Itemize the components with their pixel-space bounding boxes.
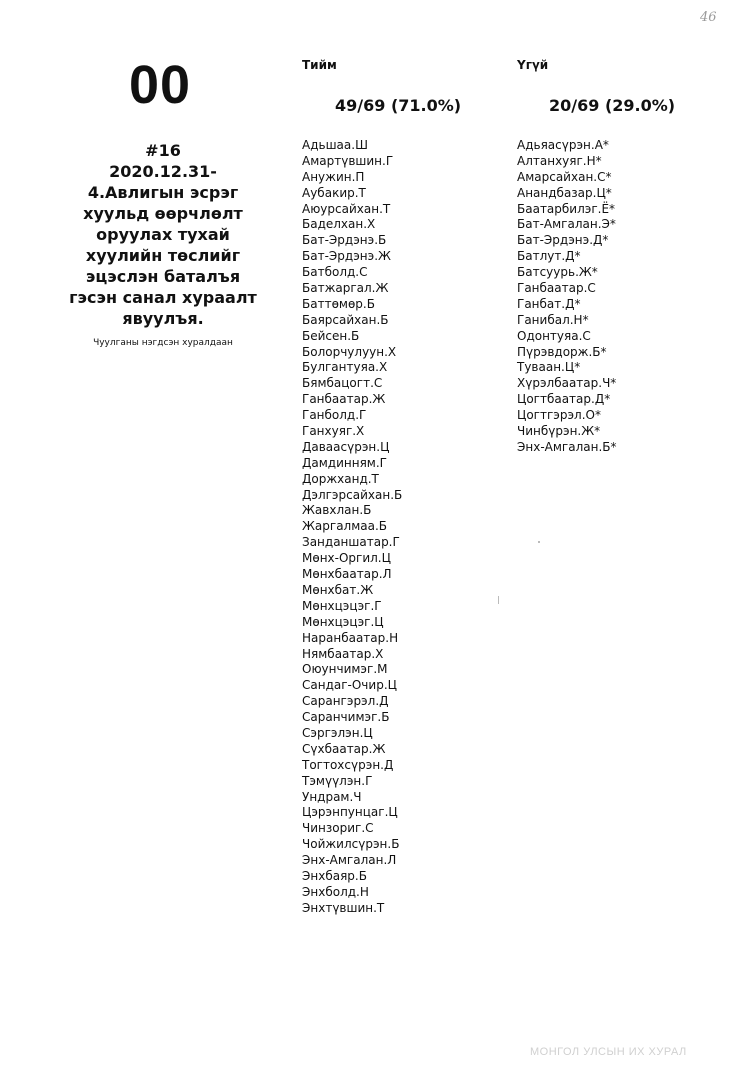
no-voter-name: Бат-Амгалан.Э* — [517, 217, 616, 232]
no-voter-list — [517, 138, 717, 456]
yes-voter-name: Бямбацогт.С — [302, 376, 383, 391]
no-voter-name: Батлут.Д* — [517, 249, 581, 264]
yes-voter-name: Мөнхбаатар.Л — [302, 567, 392, 582]
no-voter-name: Амарсайхан.С* — [517, 169, 612, 184]
yes-voter-name: Занданшатар.Г — [302, 535, 400, 550]
yes-voter-name: Цэрэнпунцаг.Ц — [302, 805, 398, 820]
no-voter-name: Цогтгэрэл.О* — [517, 408, 601, 423]
no-voter-name: Одонтуяа.С — [517, 328, 591, 343]
vote-code: 00 — [128, 55, 192, 115]
yes-label: Тийм — [302, 58, 337, 72]
watermark: МОНГОЛ УЛСЫН ИХ ХУРАЛ — [530, 1046, 687, 1058]
yes-voter-name: Бат-Эрдэнэ.Б — [302, 233, 387, 248]
yes-voter-name: Амартүвшин.Г — [302, 153, 394, 168]
no-voter-name: Ганбаатар.С — [517, 281, 596, 296]
yes-voter-name: Мөнхцэцэг.Г — [302, 598, 382, 613]
yes-voter-name: Баделхан.Х — [302, 217, 376, 232]
yes-voter-name: Энхтүвшин.Т — [302, 900, 385, 915]
meeting-number: #16 — [145, 141, 181, 160]
yes-voter-name: Сарангэрэл.Д — [302, 694, 389, 709]
yes-voter-name: Тэмүүлэн.Г — [302, 773, 373, 788]
yes-column — [302, 58, 492, 917]
yes-voter-name: Мөнхцэцэг.Ц — [302, 614, 384, 629]
yes-voter-name: Баттөмөр.Б — [302, 296, 375, 311]
yes-voter-name: Даваасүрэн.Ц — [302, 439, 390, 454]
no-voter-name: Пүрэвдорж.Б* — [517, 344, 607, 359]
meeting-title: 2020.12.31-4.Авлигын эсрэг хуульд өөрчлөлт оруулах тухай хуулийн төслийг эцэслэн баталъя гэсэн санал хураалт явуулъя. — [69, 162, 257, 328]
no-column — [517, 58, 717, 456]
yes-tally: 49/69 (71.0%) — [335, 96, 462, 115]
no-voter-name: Ганибал.Н* — [517, 312, 589, 327]
yes-voter-name: Батжаргал.Ж — [302, 281, 389, 296]
yes-voter-name: Батболд.С — [302, 265, 368, 280]
no-voter-name: Алтанхуяг.Н* — [517, 153, 602, 168]
no-voter-name: Туваан.Ц* — [517, 360, 581, 375]
yes-voter-name: Мөнхбат.Ж — [302, 582, 374, 597]
no-label: Үгүй — [517, 58, 549, 72]
yes-voter-name: Жаргалмаа.Б — [302, 519, 388, 534]
no-voter-name: Цогтбаатар.Д* — [517, 392, 611, 407]
page-number: 46 — [700, 10, 717, 25]
yes-voter-name: Тогтохсүрэн.Д — [302, 757, 394, 772]
yes-voter-name: Болорчулуун.Х — [302, 344, 397, 359]
yes-voter-name: Анужин.П — [302, 169, 365, 184]
yes-voter-name: Доржханд.Т — [302, 471, 379, 486]
yes-voter-name: Энхбаяр.Б — [302, 868, 367, 883]
yes-voter-name: Нямбаатар.Х — [302, 646, 384, 661]
yes-voter-name: Адьшаа.Ш — [302, 138, 368, 152]
no-voter-name: Чинбүрэн.Ж* — [517, 424, 601, 439]
yes-voter-name: Чойжилсүрэн.Б — [302, 837, 400, 852]
yes-voter-name: Аюурсайхан.Т — [302, 201, 391, 216]
no-voter-name: Энх-Амгалан.Б* — [517, 439, 617, 454]
no-voter-name: Бат-Эрдэнэ.Д* — [517, 233, 609, 248]
yes-voter-name: Булгантуяа.Х — [302, 360, 388, 375]
no-voter-name: Баатарбилэг.Ё* — [517, 201, 616, 216]
yes-voter-name: Оюунчимэг.М — [302, 662, 388, 677]
no-voter-name: Хүрэлбаатар.Ч* — [517, 376, 617, 391]
yes-voter-name: Бат-Эрдэнэ.Ж — [302, 249, 391, 264]
yes-voter-name: Аубакир.Т — [302, 185, 366, 200]
yes-voter-name: Дамдинням.Г — [302, 455, 387, 470]
yes-voter-name: Сандаг-Очир.Ц — [302, 678, 397, 693]
yes-voter-name: Чинзориг.С — [302, 821, 374, 836]
yes-voter-list — [302, 138, 492, 917]
no-tally: 20/69 (29.0%) — [549, 96, 676, 115]
yes-voter-name: Ундрам.Ч — [302, 789, 362, 804]
yes-voter-name: Сүхбаатар.Ж — [302, 741, 386, 756]
yes-voter-name: Баярсайхан.Б — [302, 312, 389, 327]
scan-speck — [498, 596, 499, 604]
yes-voter-name: Саранчимэг.Б — [302, 710, 390, 725]
no-voter-name: Адьяасүрэн.А* — [517, 138, 609, 152]
yes-voter-name: Энх-Амгалан.Л — [302, 853, 397, 868]
yes-voter-name: Наранбаатар.Н — [302, 630, 399, 645]
yes-voter-name: Дэлгэрсайхан.Б — [302, 487, 403, 502]
yes-voter-name: Сэргэлэн.Ц — [302, 725, 373, 740]
yes-voter-name: Ганхуяг.Х — [302, 424, 365, 439]
yes-voter-name: Ганболд.Г — [302, 408, 367, 423]
yes-voter-name: Жавхлан.Б — [302, 503, 372, 518]
no-voter-name: Батсуурь.Ж* — [517, 265, 598, 280]
yes-voter-name: Бейсен.Б — [302, 328, 360, 343]
meeting-subtitle: Чуулганы нэгдсэн хуралдаан — [93, 338, 233, 348]
yes-voter-name: Мөнх-Оргил.Ц — [302, 551, 391, 566]
no-voter-name: Анандбазар.Ц* — [517, 185, 612, 200]
no-voter-name: Ганбат.Д* — [517, 296, 581, 311]
yes-voter-name: Энхболд.Н — [302, 884, 369, 899]
meeting-info — [66, 140, 260, 349]
scan-speck — [538, 541, 540, 543]
yes-voter-name: Ганбаатар.Ж — [302, 392, 386, 407]
